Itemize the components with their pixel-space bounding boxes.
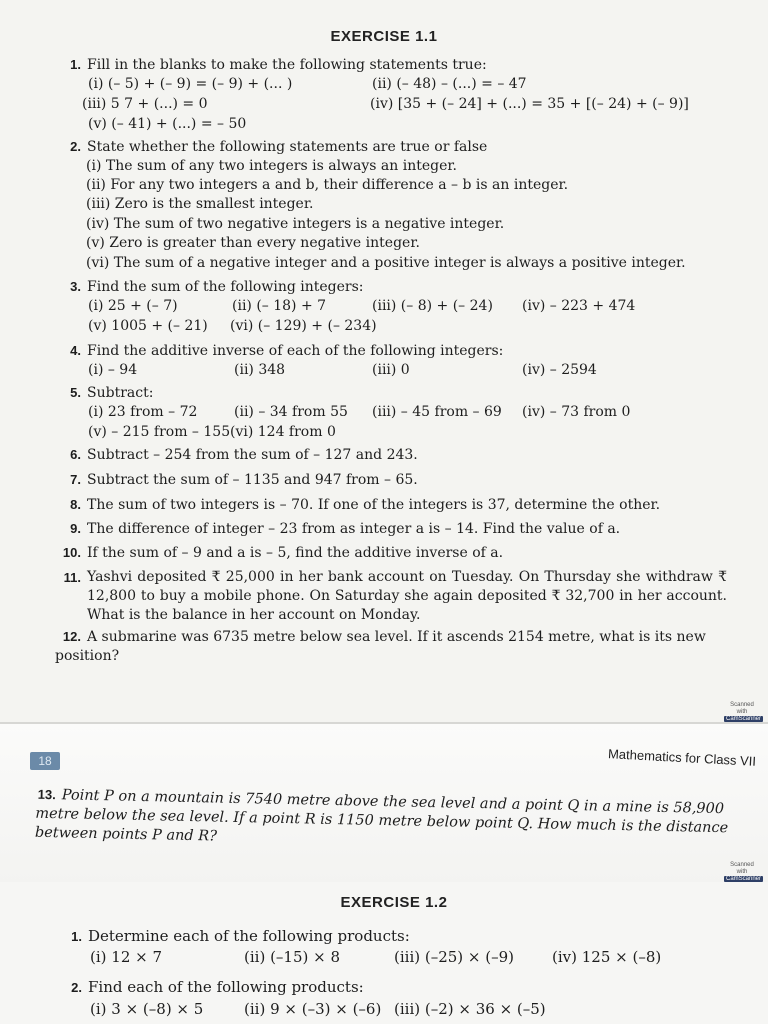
textbook-page-fragment bbox=[0, 722, 768, 884]
question-2 bbox=[56, 978, 746, 997]
sub-item: (iii) 0 bbox=[372, 362, 410, 378]
sub-item: (i) 25 + (– 7) bbox=[88, 298, 178, 314]
stamp-line: Scanned with bbox=[730, 702, 754, 715]
question-text: The difference of integer – 23 from as integer a is – 14. Find the value of a. bbox=[87, 521, 621, 537]
question-number: 12. bbox=[62, 629, 81, 644]
question-6 bbox=[55, 445, 745, 465]
question-9 bbox=[55, 519, 745, 539]
statement-item: (v) Zero is greater than every negative integer. bbox=[86, 235, 420, 251]
question-text: Determine each of the following products: bbox=[88, 927, 410, 945]
question-number: 11. bbox=[63, 570, 81, 585]
sub-item: (iii) (–25) × (–9) bbox=[394, 948, 515, 966]
sub-item: (ii) (–15) × 8 bbox=[244, 948, 341, 966]
exercise-heading: EXERCISE 1.1 bbox=[330, 28, 438, 45]
stamp-logo: CamScanner bbox=[726, 716, 762, 722]
question-text: Find the additive inverse of each of the following integers: bbox=[87, 343, 504, 359]
question-12 bbox=[55, 627, 745, 666]
sub-item: (i) (– 5) + (– 9) = (– 9) + (... ) bbox=[88, 76, 293, 92]
question-2 bbox=[55, 137, 745, 157]
sub-item: (v) 1005 + (– 21) bbox=[88, 318, 208, 334]
question-number: 10. bbox=[62, 545, 81, 560]
sub-item: (iii) (–2) × 36 × (–5) bbox=[394, 1000, 546, 1018]
sub-item: (ii) – 34 from 55 bbox=[234, 404, 348, 420]
question-number: 1. bbox=[71, 929, 82, 944]
statement-item: (i) The sum of any two integers is always an integer. bbox=[86, 158, 457, 174]
question-text: Find the sum of the following integers: bbox=[87, 279, 364, 295]
sub-item: (iii) (– 8) + (– 24) bbox=[372, 298, 493, 314]
sub-item: (iv) [35 + (– 24] + (...) = 35 + [(– 24) + (– 9)] bbox=[370, 96, 689, 112]
sub-item: (iii) – 45 from – 69 bbox=[372, 404, 502, 420]
sub-item: (ii) (– 48) – (...) = – 47 bbox=[372, 76, 527, 92]
exercise-1-2-page bbox=[0, 882, 768, 1024]
statement-item: (ii) For any two integers a and b, their difference a – b is an integer. bbox=[86, 177, 569, 193]
statement-item: (vi) The sum of a negative integer and a positive integer is always a positive integer. bbox=[86, 255, 686, 271]
statement-item: (iv) The sum of two negative integers is a negative integer. bbox=[86, 216, 505, 232]
question-text: Find each of the following products: bbox=[88, 978, 364, 996]
stamp-line: Scanned with bbox=[730, 862, 754, 875]
sub-item: (iv) – 223 + 474 bbox=[522, 298, 636, 314]
sub-item: (ii) 9 × (–3) × (–6) bbox=[244, 1000, 382, 1018]
question-number: 13. bbox=[37, 786, 56, 803]
page-number-badge: 18 bbox=[30, 752, 60, 770]
sub-item: (iv) – 2594 bbox=[522, 362, 597, 378]
question-text: Subtract the sum of – 1135 and 947 from – 65. bbox=[87, 472, 418, 488]
sub-item: (i) – 94 bbox=[88, 362, 138, 378]
question-number: 2. bbox=[70, 139, 81, 154]
question-13-block bbox=[0, 784, 768, 845]
question-4 bbox=[55, 341, 745, 361]
question-7 bbox=[55, 470, 745, 490]
sub-item: (i) 3 × (–8) × 5 bbox=[90, 1000, 204, 1018]
question-10 bbox=[55, 543, 745, 563]
sub-item: (iv) 125 × (–8) bbox=[552, 948, 662, 966]
question-number: 4. bbox=[70, 343, 81, 358]
running-header: Mathematics for Class VII bbox=[607, 746, 757, 769]
sub-item: (i) 12 × 7 bbox=[90, 948, 163, 966]
sub-item: (i) 23 from – 72 bbox=[88, 404, 198, 420]
question-text: Subtract: bbox=[87, 385, 154, 401]
question-number: 7. bbox=[70, 472, 81, 487]
question-1 bbox=[55, 55, 745, 75]
question-text: Yashvi deposited ₹ 25,000 in her bank account on Tuesday. On Thursday she withdraw ₹ 12,800 to buy a mobile phone. On Saturday she again deposited ₹ 32,700 in her account. What is the balance in her account on Monday. bbox=[87, 569, 727, 623]
question-number: 9. bbox=[70, 521, 81, 536]
statement-item: (iii) Zero is the smallest integer. bbox=[86, 196, 314, 212]
question-number: 8. bbox=[70, 497, 81, 512]
sub-item: (ii) (– 18) + 7 bbox=[232, 298, 327, 314]
sub-item: (v) (– 41) + (...) = – 50 bbox=[88, 116, 247, 132]
question-5 bbox=[55, 383, 745, 403]
question-text: Subtract – 254 from the sum of – 127 and 243. bbox=[87, 447, 418, 463]
question-3 bbox=[55, 277, 745, 297]
stamp-logo: CamScanner bbox=[726, 876, 762, 882]
sub-item: (ii) 348 bbox=[234, 362, 286, 378]
question-13 bbox=[35, 785, 736, 858]
exercise-heading: EXERCISE 1.2 bbox=[340, 894, 448, 911]
sub-item: (vi) (– 129) + (– 234) bbox=[230, 318, 377, 334]
question-number: 3. bbox=[70, 279, 81, 294]
question-text: Point P on a mountain is 7540 metre above the sea level and a point Q in a mine is 58,900 metre below the sea level. If a point R is 1150 metre below point Q. How much is the distance between points P and R? bbox=[34, 787, 729, 845]
question-8 bbox=[55, 495, 745, 515]
question-number: 5. bbox=[70, 385, 81, 400]
question-number: 2. bbox=[71, 980, 82, 995]
sub-item: (vi) 124 from 0 bbox=[230, 424, 336, 440]
question-text: Fill in the blanks to make the following statements true: bbox=[87, 57, 487, 73]
camscanner-stamp bbox=[724, 862, 762, 882]
sub-item: (v) – 215 from – 155 bbox=[88, 424, 231, 440]
question-text: The sum of two integers is – 70. If one of the integers is 37, determine the other. bbox=[87, 497, 661, 513]
question-text: If the sum of – 9 and a is – 5, find the additive inverse of a. bbox=[87, 545, 504, 561]
question-text: A submarine was 6735 metre below sea level. If it ascends 2154 metre, what is its new position? bbox=[55, 629, 706, 664]
sub-item: (iii) 5 7 + (...) = 0 bbox=[82, 96, 208, 112]
question-text: State whether the following statements are true or false bbox=[87, 139, 488, 155]
sub-item: (iv) – 73 from 0 bbox=[522, 404, 631, 420]
camscanner-stamp bbox=[724, 702, 762, 722]
question-number: 6. bbox=[70, 447, 81, 462]
question-number: 1. bbox=[70, 57, 81, 72]
question-1 bbox=[56, 927, 746, 946]
